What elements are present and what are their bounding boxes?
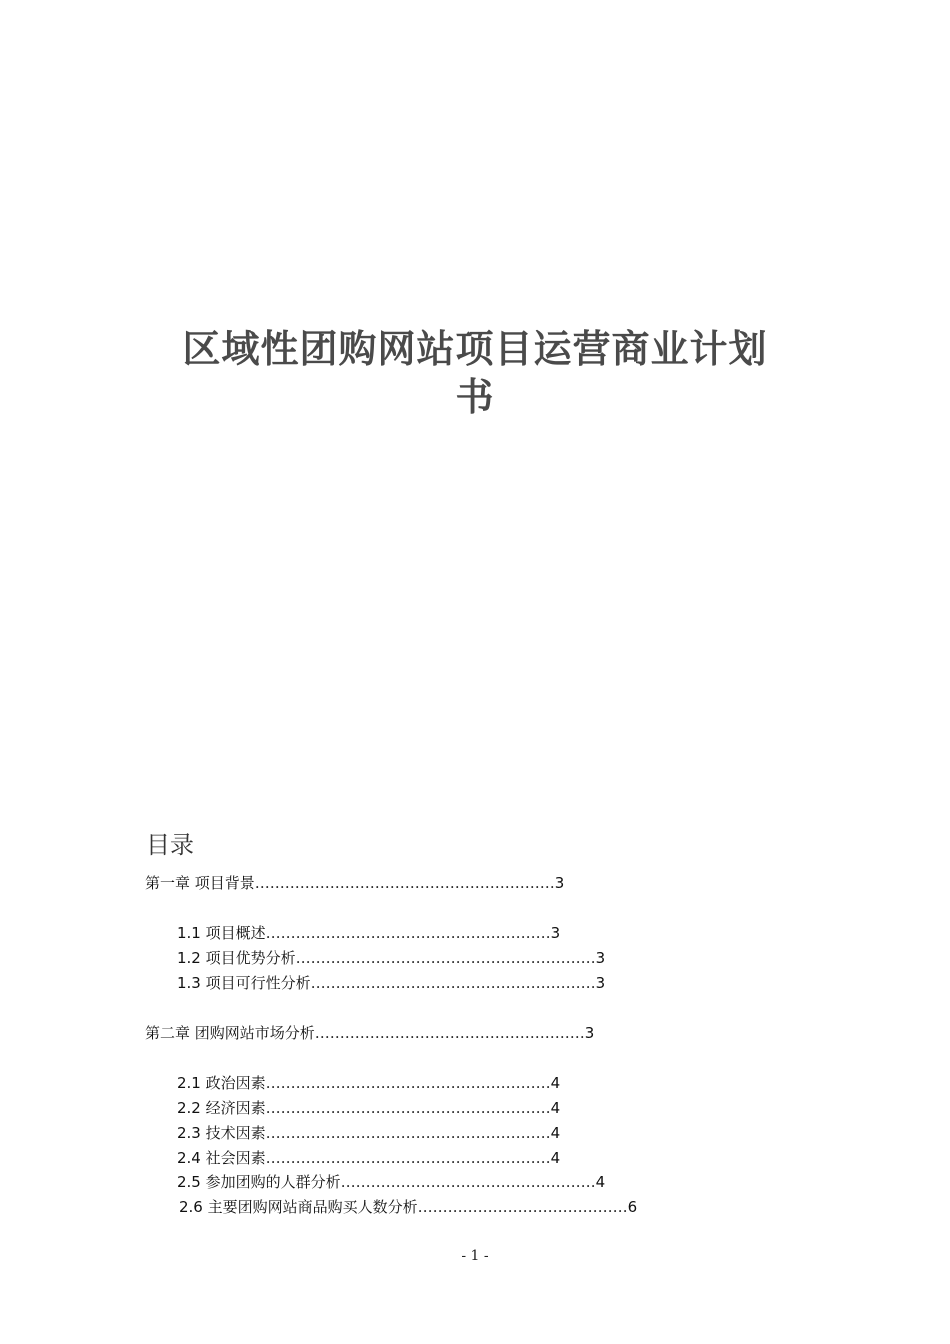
toc-section-1-1[interactable] — [177, 923, 560, 943]
toc-entry-page: 4 — [550, 1149, 561, 1167]
toc-section-2-2[interactable] — [177, 1098, 560, 1118]
toc-entry-page: 4 — [550, 1099, 561, 1117]
toc-entry-number: 2.4 — [177, 1149, 201, 1167]
toc-entry-page: 3 — [550, 924, 561, 942]
toc-entry-label: 政治因素 — [205, 1074, 266, 1092]
toc-leader-dots: ………………………………………………… — [265, 1124, 551, 1142]
toc-entry-number: 2.2 — [177, 1099, 201, 1117]
toc-leader-dots: ………………………………………………… — [265, 1149, 551, 1167]
toc-entry-label: 第二章 团购网站市场分析 — [145, 1024, 315, 1042]
toc-section-1-3[interactable] — [177, 973, 605, 993]
toc-entry-label: 第一章 项目背景 — [145, 874, 255, 892]
toc-leader-dots: …………………………………………… — [340, 1173, 596, 1191]
toc-entry-number: 1.2 — [177, 949, 201, 967]
page-number: - 1 - — [461, 1248, 489, 1264]
toc-entry-label: 社会因素 — [205, 1149, 266, 1167]
toc-chapter-2[interactable] — [145, 1023, 594, 1043]
toc-section-2-4[interactable] — [177, 1148, 560, 1168]
document-title-line-2: 书 — [455, 375, 495, 419]
toc-entry-number: 1.3 — [177, 974, 201, 992]
toc-entry-label: 参加团购的人群分析 — [205, 1173, 341, 1191]
toc-entry-page: 4 — [595, 1173, 606, 1191]
toc-entry-label: 经济因素 — [205, 1099, 266, 1117]
toc-entry-number: 2.5 — [177, 1173, 201, 1191]
toc-entry-label: 项目可行性分析 — [205, 974, 311, 992]
toc-chapter-1[interactable] — [145, 873, 564, 893]
toc-section-2-5[interactable] — [177, 1172, 605, 1192]
toc-entry-page: 3 — [595, 949, 606, 967]
toc-section-2-1[interactable] — [177, 1073, 560, 1093]
toc-section-1-2[interactable] — [177, 948, 605, 968]
toc-entry-label: 主要团购网站商品购买人数分析 — [207, 1198, 418, 1216]
toc-leader-dots: …………………………………………………… — [254, 874, 555, 892]
toc-leader-dots: …………………………………………………… — [295, 949, 596, 967]
document-title — [150, 325, 800, 421]
toc-entry-page: 4 — [550, 1124, 561, 1142]
toc-entry-page: 3 — [554, 874, 565, 892]
toc-leader-dots: …………………………………… — [417, 1198, 628, 1216]
toc-leader-dots: ………………………………………………… — [310, 974, 596, 992]
toc-entry-page: 4 — [550, 1074, 561, 1092]
toc-entry-label: 项目优势分析 — [205, 949, 296, 967]
toc-section-2-6[interactable] — [179, 1197, 637, 1217]
toc-leader-dots: ………………………………………………… — [265, 1099, 551, 1117]
toc-entry-number: 2.6 — [179, 1198, 203, 1216]
toc-entry-number: 1.1 — [177, 924, 201, 942]
toc-entry-page: 3 — [595, 974, 606, 992]
toc-leader-dots: ………………………………………………… — [265, 924, 551, 942]
toc-leader-dots: ………………………………………………… — [265, 1074, 551, 1092]
toc-entry-page: 6 — [627, 1198, 638, 1216]
toc-entry-number: 2.1 — [177, 1074, 201, 1092]
toc-section-2-3[interactable] — [177, 1123, 560, 1143]
toc-entry-label: 技术因素 — [205, 1124, 266, 1142]
document-title-line-1: 区域性团购网站项目运营商业计划 — [182, 327, 768, 371]
toc-entry-page: 3 — [584, 1024, 595, 1042]
toc-leader-dots: ……………………………………………… — [314, 1024, 585, 1042]
toc-entry-number: 2.3 — [177, 1124, 201, 1142]
toc-heading: 目录 — [146, 831, 194, 859]
toc-entry-label: 项目概述 — [205, 924, 266, 942]
